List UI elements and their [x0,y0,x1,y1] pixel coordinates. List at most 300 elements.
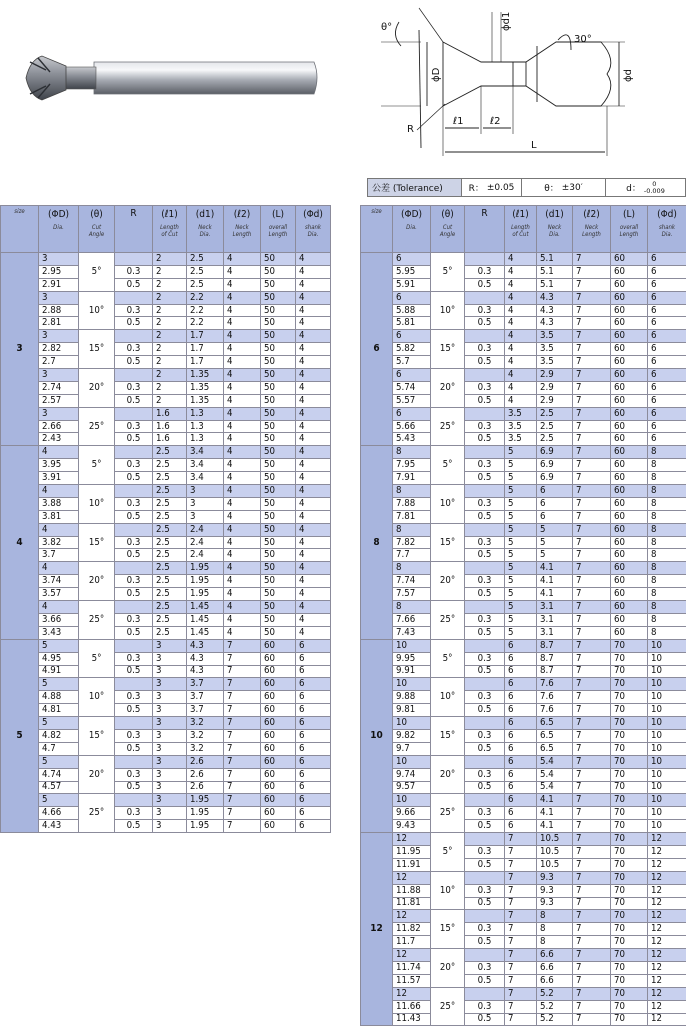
cut-length-cell: 3.5 [505,420,537,433]
dia-cell: 5 [39,717,79,730]
overall-length-cell: 50 [261,601,296,614]
neck-dia-cell: 9.3 [537,871,573,884]
table-row [361,987,686,1000]
neck-length-cell: 7 [573,601,611,614]
radius-cell [465,446,505,459]
shank-dia-cell: 4 [296,253,331,266]
cut-length-cell: 7 [505,910,537,923]
shank-dia-cell: 4 [296,317,331,330]
size-cell: 5 [1,639,39,832]
neck-dia-cell: 8 [537,923,573,936]
shank-dia-cell: 12 [648,897,686,910]
overall-length-cell: 70 [611,652,648,665]
dia-cell: 10 [393,794,431,807]
diagram-shank-outline [513,42,611,106]
dia-cell: 9.7 [393,742,431,755]
table-row [361,265,686,278]
table-row [361,381,686,394]
neck-dia-cell: 1.35 [187,381,224,394]
dia-cell: 3.91 [39,472,79,485]
cut-length-cell: 5 [505,588,537,601]
overall-length-cell: 60 [611,407,648,420]
neck-dia-cell: 6.5 [537,742,573,755]
neck-length-cell: 7 [573,858,611,871]
shank-dia-cell: 6 [648,433,686,446]
shank-dia-cell: 8 [648,459,686,472]
shank-dia-cell: 4 [296,601,331,614]
angle-cell: 10° [431,485,465,524]
cut-length-cell: 2 [153,278,187,291]
cut-length-cell: 6 [505,704,537,717]
diagram-theta-label: θ° [381,22,393,33]
table-row [361,910,686,923]
diagram-30deg-label: 30° [574,34,592,45]
dia-cell: 2.88 [39,304,79,317]
neck-length-cell: 7 [573,472,611,485]
neck-dia-cell: 4.1 [537,588,573,601]
cut-length-cell: 3 [153,807,187,820]
overall-length-cell: 50 [261,420,296,433]
table-row [361,923,686,936]
neck-dia-cell: 9.3 [537,897,573,910]
table-row [361,549,686,562]
overall-length-cell: 60 [611,291,648,304]
neck-dia-cell: 10.5 [537,833,573,846]
angle-cell: 15° [431,330,465,369]
neck-dia-cell: 5 [537,536,573,549]
overall-length-cell: 50 [261,304,296,317]
neck-dia-cell: 2.9 [537,394,573,407]
neck-dia-cell: 3.4 [187,472,224,485]
neck-length-cell: 7 [573,1013,611,1026]
cut-length-cell: 3 [153,652,187,665]
shank-dia-cell: 4 [296,343,331,356]
radius-cell [115,601,153,614]
shank-dia-cell: 10 [648,781,686,794]
dia-cell: 8 [393,562,431,575]
angle-cell: 25° [431,794,465,833]
cut-length-cell: 2 [153,330,187,343]
radius-cell: 0.3 [115,536,153,549]
overall-length-cell: 50 [261,626,296,639]
shank-dia-cell: 4 [296,562,331,575]
overall-length-cell: 60 [261,742,296,755]
dia-cell: 3.43 [39,626,79,639]
radius-cell [115,446,153,459]
tolerance-label: 公差 (Tolerance) [368,179,462,196]
shank-dia-cell: 12 [648,1000,686,1013]
tolerance-theta: θ： ±30′ [522,179,606,196]
overall-length-cell: 50 [261,317,296,330]
cut-length-cell: 2.5 [153,536,187,549]
neck-length-cell: 7 [224,678,261,691]
shank-dia-cell: 10 [648,691,686,704]
size-cell: 4 [1,446,39,639]
dia-cell: 8 [393,601,431,614]
radius-cell: 0.5 [465,626,505,639]
radius-cell: 0.5 [115,704,153,717]
radius-cell: 0.3 [115,265,153,278]
shank-dia-cell: 12 [648,974,686,987]
table-row [1,420,331,433]
shank-dia-cell: 12 [648,871,686,884]
dia-cell: 9.43 [393,820,431,833]
radius-cell [465,871,505,884]
neck-length-cell: 7 [573,536,611,549]
neck-dia-cell: 2.9 [537,381,573,394]
table-row [361,794,686,807]
neck-length-cell: 7 [224,820,261,833]
shank-dia-cell: 10 [648,665,686,678]
overall-length-cell: 60 [261,781,296,794]
shank-dia-cell: 8 [648,562,686,575]
cut-length-cell: 2.5 [153,613,187,626]
table-row [1,497,331,510]
radius-cell: 0.5 [115,588,153,601]
cut-length-cell: 1.6 [153,407,187,420]
cut-length-cell: 5 [505,549,537,562]
overall-length-cell: 70 [611,729,648,742]
dia-cell: 7.88 [393,497,431,510]
shank-dia-cell: 12 [648,884,686,897]
overall-length-cell: 70 [611,923,648,936]
radius-cell: 0.5 [465,433,505,446]
table-row [361,1013,686,1026]
table-row [361,652,686,665]
overall-length-cell: 60 [611,265,648,278]
table-row [361,446,686,459]
neck-dia-cell: 4.1 [537,820,573,833]
table-row [1,446,331,459]
overall-length-cell: 50 [261,356,296,369]
shank-dia-cell: 10 [648,717,686,730]
shank-dia-cell: 6 [296,781,331,794]
table-row [361,613,686,626]
neck-dia-cell: 1.3 [187,433,224,446]
dia-cell: 6 [393,291,431,304]
table-row [361,704,686,717]
cut-length-cell: 3 [153,755,187,768]
neck-dia-cell: 1.95 [187,820,224,833]
radius-cell: 0.3 [465,381,505,394]
dia-cell: 11.7 [393,936,431,949]
shank-dia-cell: 6 [296,820,331,833]
dia-cell: 6 [393,330,431,343]
radius-cell: 0.5 [465,665,505,678]
shank-dia-cell: 4 [296,485,331,498]
neck-dia-cell: 7.6 [537,704,573,717]
cut-length-cell: 6 [505,755,537,768]
neck-length-cell: 7 [573,936,611,949]
cut-length-cell: 3 [153,768,187,781]
table-row [1,717,331,730]
overall-length-cell: 70 [611,858,648,871]
overall-length-cell: 60 [261,755,296,768]
neck-length-cell: 7 [573,923,611,936]
overall-length-cell: 70 [611,781,648,794]
radius-cell [465,755,505,768]
neck-length-cell: 4 [224,536,261,549]
neck-length-cell: 7 [573,897,611,910]
angle-cell: 15° [79,330,115,369]
neck-dia-cell: 2.6 [187,755,224,768]
dia-cell: 7.57 [393,588,431,601]
table-row [1,343,331,356]
overall-length-cell: 50 [261,472,296,485]
overall-length-cell: 70 [611,691,648,704]
dia-cell: 3.66 [39,613,79,626]
dia-cell: 7.91 [393,472,431,485]
neck-length-cell: 7 [573,407,611,420]
neck-dia-cell: 2.2 [187,317,224,330]
shank-dia-cell: 10 [648,729,686,742]
neck-length-cell: 7 [573,420,611,433]
cut-length-cell: 7 [505,884,537,897]
overall-length-cell: 50 [261,459,296,472]
overall-length-cell: 60 [611,304,648,317]
radius-cell: 0.3 [465,768,505,781]
neck-length-cell: 7 [573,910,611,923]
neck-length-cell: 4 [224,265,261,278]
shank-dia-cell: 4 [296,472,331,485]
table-row [1,472,331,485]
angle-cell: 25° [431,407,465,446]
shank-dia-cell: 8 [648,485,686,498]
diagram-l2-label: ℓ2 [490,116,501,127]
table-row [1,626,331,639]
header-col-3: (ℓ1) Length of Cut [505,206,537,253]
radius-cell: 0.3 [115,613,153,626]
overall-length-cell: 60 [611,343,648,356]
radius-cell: 0.3 [465,459,505,472]
neck-dia-cell: 2.4 [187,536,224,549]
neck-length-cell: 7 [573,794,611,807]
overall-length-cell: 50 [261,446,296,459]
shank-dia-cell: 6 [296,717,331,730]
dia-cell: 2.82 [39,343,79,356]
dia-cell: 5.81 [393,317,431,330]
dia-cell: 11.74 [393,961,431,974]
cut-length-cell: 4 [505,265,537,278]
neck-dia-cell: 5 [537,523,573,536]
dia-cell: 10 [393,639,431,652]
cut-length-cell: 7 [505,897,537,910]
neck-length-cell: 7 [573,343,611,356]
table-row [361,497,686,510]
neck-length-cell: 7 [573,497,611,510]
dia-cell: 11.81 [393,897,431,910]
radius-cell: 0.3 [465,691,505,704]
radius-cell: 0.3 [115,768,153,781]
header-col-0: (ΦD) Dia. [393,206,431,253]
overall-length-cell: 60 [261,820,296,833]
overall-length-cell: 70 [611,742,648,755]
table-row [361,407,686,420]
shank-dia-cell: 12 [648,949,686,962]
shank-dia-cell: 6 [648,317,686,330]
dia-cell: 5.95 [393,265,431,278]
shank-dia-cell: 8 [648,626,686,639]
dia-cell: 4 [39,562,79,575]
shank-dia-cell: 6 [648,265,686,278]
radius-cell: 0.5 [465,1013,505,1026]
angle-cell: 15° [79,717,115,756]
cut-length-cell: 5 [505,613,537,626]
table-row [1,356,331,369]
overall-length-cell: 70 [611,717,648,730]
shank-dia-cell: 4 [296,613,331,626]
overall-length-cell: 60 [611,536,648,549]
dia-cell: 7.66 [393,613,431,626]
tool-neck-shape [64,67,96,89]
dia-cell: 2.91 [39,278,79,291]
neck-dia-cell: 1.35 [187,394,224,407]
shank-dia-cell: 4 [296,510,331,523]
radius-cell: 0.3 [115,304,153,317]
table-row [1,265,331,278]
radius-cell: 0.3 [465,265,505,278]
radius-cell: 0.3 [465,961,505,974]
shank-dia-cell: 8 [648,446,686,459]
dia-cell: 5 [39,639,79,652]
angle-cell: 20° [79,755,115,794]
cut-length-cell: 7 [505,871,537,884]
neck-dia-cell: 3.2 [187,729,224,742]
spec-table-right [360,205,686,1026]
dia-cell: 5 [39,678,79,691]
shank-dia-cell: 4 [296,433,331,446]
table-row [361,820,686,833]
header-row [1,206,331,253]
spec-table-left [0,205,331,833]
shank-dia-cell: 4 [296,381,331,394]
shank-dia-cell: 4 [296,459,331,472]
cut-length-cell: 2.5 [153,485,187,498]
radius-cell: 0.5 [115,742,153,755]
radius-cell: 0.3 [115,420,153,433]
header-col-1: (θ) Cut Angle [431,206,465,253]
neck-length-cell: 7 [573,278,611,291]
neck-length-cell: 7 [224,768,261,781]
shank-dia-cell: 8 [648,472,686,485]
table-row [361,1000,686,1013]
overall-length-cell: 50 [261,485,296,498]
radius-cell [115,678,153,691]
overall-length-cell: 50 [261,497,296,510]
angle-cell: 5° [431,253,465,292]
radius-cell [465,601,505,614]
overall-length-cell: 60 [261,729,296,742]
table-row [1,304,331,317]
size-cell: 8 [361,446,393,639]
shank-dia-cell: 8 [648,497,686,510]
cut-length-cell: 3.5 [505,433,537,446]
shank-dia-cell: 12 [648,833,686,846]
neck-dia-cell: 4.3 [537,317,573,330]
overall-length-cell: 50 [261,369,296,382]
cut-length-cell: 3 [153,742,187,755]
shank-dia-cell: 4 [296,394,331,407]
overall-length-cell: 70 [611,678,648,691]
overall-length-cell: 70 [611,871,648,884]
shank-dia-cell: 6 [296,704,331,717]
table-row [361,356,686,369]
neck-dia-cell: 3.1 [537,626,573,639]
table-row [361,485,686,498]
dia-cell: 11.88 [393,884,431,897]
neck-dia-cell: 3.2 [187,717,224,730]
overall-length-cell: 50 [261,265,296,278]
neck-dia-cell: 8 [537,936,573,949]
table-row [361,678,686,691]
radius-cell: 0.3 [465,575,505,588]
neck-dia-cell: 2.4 [187,549,224,562]
neck-length-cell: 7 [224,794,261,807]
overall-length-cell: 60 [261,704,296,717]
shank-dia-cell: 6 [648,356,686,369]
overall-length-cell: 50 [261,433,296,446]
shank-dia-cell: 4 [296,369,331,382]
dia-cell: 11.66 [393,1000,431,1013]
radius-cell: 0.3 [465,497,505,510]
table-row [1,613,331,626]
shank-dia-cell: 8 [648,549,686,562]
dimension-diagram [361,0,686,172]
table-row [361,343,686,356]
dia-cell: 10 [393,717,431,730]
neck-dia-cell: 4.3 [187,665,224,678]
cut-length-cell: 4 [505,291,537,304]
overall-length-cell: 60 [261,691,296,704]
shank-dia-cell: 8 [648,613,686,626]
overall-length-cell: 50 [261,575,296,588]
neck-length-cell: 4 [224,613,261,626]
diagram-R-label: R [407,124,414,135]
tolerance-r: R： ±0.05 [462,179,522,196]
neck-dia-cell: 5.2 [537,1000,573,1013]
cut-length-cell: 6 [505,768,537,781]
neck-dia-cell: 2.5 [537,407,573,420]
dia-cell: 5.88 [393,304,431,317]
radius-cell: 0.3 [465,845,505,858]
table-row [361,562,686,575]
table-row [1,369,331,382]
radius-cell: 0.5 [465,394,505,407]
cut-length-cell: 5 [505,485,537,498]
dia-cell: 12 [393,987,431,1000]
cut-length-cell: 2 [153,253,187,266]
shank-dia-cell: 6 [648,369,686,382]
table-row [1,729,331,742]
table-row [1,639,331,652]
cut-length-cell: 4 [505,317,537,330]
cut-length-cell: 5 [505,510,537,523]
neck-length-cell: 7 [573,510,611,523]
shank-dia-cell: 10 [648,807,686,820]
neck-dia-cell: 2.2 [187,304,224,317]
radius-cell [465,717,505,730]
radius-cell: 0.5 [115,820,153,833]
neck-length-cell: 7 [573,588,611,601]
radius-cell: 0.5 [115,394,153,407]
shank-dia-cell: 6 [648,278,686,291]
neck-length-cell: 7 [573,613,611,626]
neck-dia-cell: 1.35 [187,369,224,382]
angle-cell: 5° [79,639,115,678]
neck-length-cell: 7 [224,755,261,768]
neck-dia-cell: 7.6 [537,678,573,691]
neck-dia-cell: 4.1 [537,807,573,820]
